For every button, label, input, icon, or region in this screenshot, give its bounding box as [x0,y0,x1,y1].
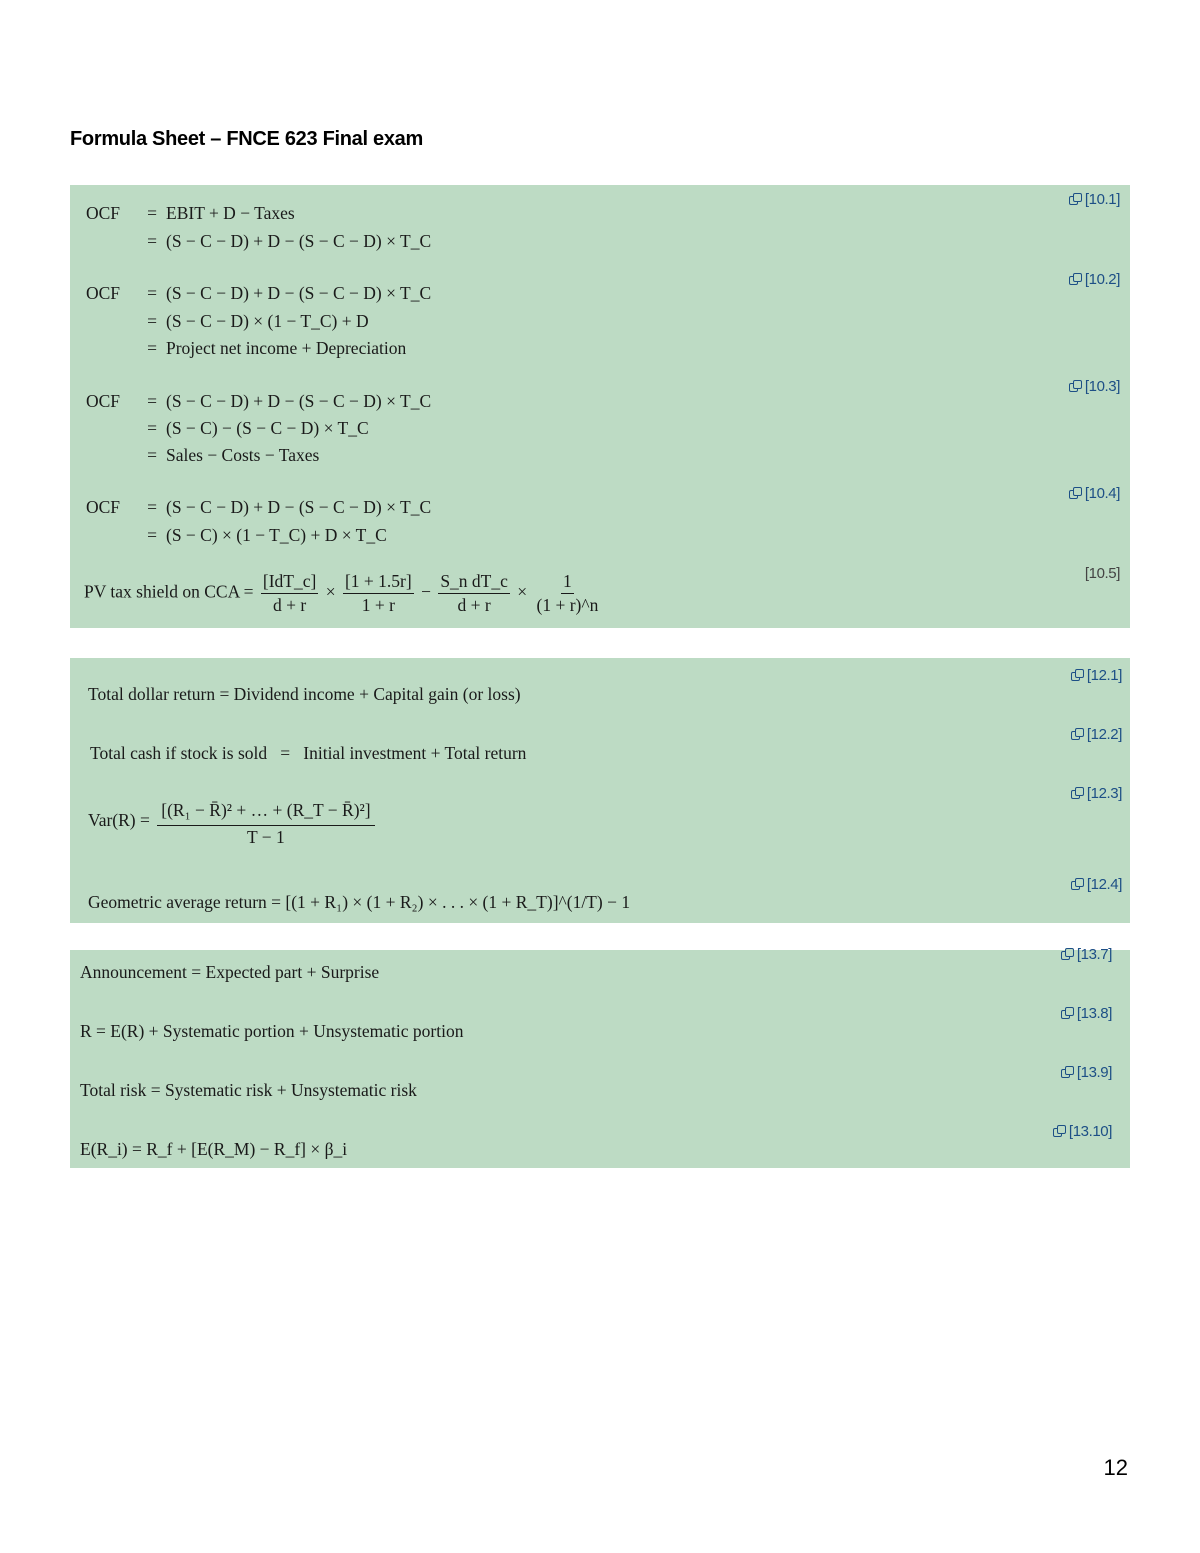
equation-10-4-line-2 [86,525,387,546]
equation-label: Var(R) = [88,810,150,831]
equation-10-3 [86,391,431,412]
ref-label: [12.4] [1086,876,1122,893]
fraction: $\frac{\text{[(R₁ − R̄)² + … + (R\_T − R̄)²]}}{T - 1}$ [157,796,374,848]
ref-label: [13.8] [1076,1005,1112,1022]
formula-box-chapter-13 [70,946,1130,1168]
ref-label-10-5: [10.5] [1084,565,1120,582]
ref-label: [13.7] [1076,946,1112,963]
equation-10-3-line-3 [86,445,319,466]
equation-10-1 [86,203,295,224]
external-link-icon [1071,787,1084,800]
equals-sign: = [147,203,157,223]
ref-link-10-2[interactable] [1069,271,1120,288]
equation-rhs: (S − C) × (1 − T_C) + D × T_C [166,525,387,545]
equals-sign: = [147,311,157,331]
equation-rhs: (S − C − D) × (1 − T_C) + D [166,311,369,331]
ref-link-10-3[interactable] [1069,378,1120,395]
equation-rhs: (S − C − D) + D − (S − C − D) × T_C [166,283,432,303]
ref-link-10-4[interactable] [1069,485,1120,502]
formula-box-chapter-12 [70,658,1130,923]
equation-10-4 [86,497,431,518]
equation-10-2-line-3 [86,338,406,359]
equation-label: PV tax shield on CCA = [84,581,254,602]
ref-label: [10.2] [1084,271,1120,288]
equals-sign: = [147,338,157,358]
ref-link-12-3[interactable] [1071,785,1122,802]
equation-10-5: PV tax shield on CCA = $\frac{\text{[IdT\_c]}}{d + r}$ × $\frac{[1 + 1.5r]}{1 + r}$ − $\frac{\text{S\_n dT\_c}}{d + r}$ × $\frac{1}{(1 + r)\^{}n}$ [84,571,599,615]
ref-link-12-1[interactable] [1071,667,1122,684]
equation-10-2-line-2 [86,311,369,332]
equation-rhs: (S − C − D) + D − (S − C − D) × T_C [166,231,432,251]
ref-link-13-8[interactable] [1061,1005,1112,1022]
equals-sign: = [147,418,157,438]
external-link-icon [1069,193,1082,206]
external-link-icon [1061,1066,1074,1079]
ref-link-12-2[interactable] [1071,726,1122,743]
external-link-icon [1071,669,1084,682]
equation-10-2 [86,283,431,304]
page-title: Formula Sheet – FNCE 623 Final exam [70,128,423,150]
ref-link-10-1[interactable] [1069,191,1120,208]
page-number: 12 [1103,1455,1128,1480]
ref-label: [12.3] [1086,785,1122,802]
equation-label: OCF [86,203,121,223]
fraction: $\frac{[1 + 1.5r]}{1 + r}$ [344,571,412,615]
ref-label: [12.1] [1086,667,1122,684]
external-link-icon [1061,948,1074,961]
equation-12-4: Geometric average return = [(1 + R₁) × (1 + R₂) × . . . × (1 + R_T)]^(1/T) − 1 [88,892,631,912]
ref-label: [10.4] [1084,485,1120,502]
equation-12-2: Total cash if stock is sold = Initial investment + Total return [90,743,527,763]
external-link-icon [1071,878,1084,891]
equation-12-3 [88,796,378,848]
ref-label: [10.3] [1084,378,1120,395]
equation-10-1-line-2 [86,231,431,252]
ref-label: [12.2] [1086,726,1122,743]
equals-sign: = [147,283,157,303]
equation-label: OCF [86,283,121,303]
external-link-icon [1071,728,1084,741]
equation-rhs: Project net income + Depreciation [166,338,407,358]
equals-sign: = [147,497,157,517]
equation-rhs: EBIT + D − Taxes [166,203,295,223]
equals-sign: = [147,231,157,251]
fraction: $\frac{1}{(1 + r)\^{}n}$ [536,571,599,615]
external-link-icon [1069,273,1082,286]
equation-12-1: Total dollar return = Dividend income + Capital gain (or loss) [88,684,521,704]
equation-rhs: Sales − Costs − Taxes [166,445,320,465]
ref-link-13-9[interactable] [1061,1064,1112,1081]
equation-rhs: (S − C) − (S − C − D) × T_C [166,418,369,438]
external-link-icon [1053,1125,1066,1138]
equation-rhs: (S − C − D) + D − (S − C − D) × T_C [166,391,432,411]
equals-sign: = [147,391,157,411]
ref-link-13-10[interactable] [1053,1123,1112,1140]
ref-label: [10.1] [1084,191,1120,208]
ref-label: [13.10] [1068,1123,1112,1140]
equation-label: OCF [86,497,121,517]
equation-rhs: (S − C − D) + D − (S − C − D) × T_C [166,497,432,517]
external-link-icon [1069,487,1082,500]
ref-link-12-4[interactable] [1071,876,1122,893]
equals-sign: = [147,445,157,465]
equation-13-9: Total risk = Systematic risk + Unsystematic risk [80,1080,417,1100]
external-link-icon [1061,1007,1074,1020]
equation-13-10: E(R_i) = R_f + [E(R_M) − R_f] × β_i [80,1139,348,1159]
equation-13-8: R = E(R) + Systematic portion + Unsystematic portion [80,1021,464,1041]
ref-label: [13.9] [1076,1064,1112,1081]
external-link-icon [1069,380,1082,393]
equals-sign: = [147,525,157,545]
fraction: $\frac{\text{S\_n dT\_c}}{d + r}$ [440,571,508,615]
ref-link-13-7[interactable] [1061,946,1112,963]
equation-10-3-line-2 [86,418,369,439]
equation-label: OCF [86,391,121,411]
equation-13-7: Announcement = Expected part + Surprise [80,962,380,982]
formula-box-chapter-10 [70,185,1130,628]
fraction: $\frac{\text{[IdT\_c]}}{d + r}$ [262,571,317,615]
